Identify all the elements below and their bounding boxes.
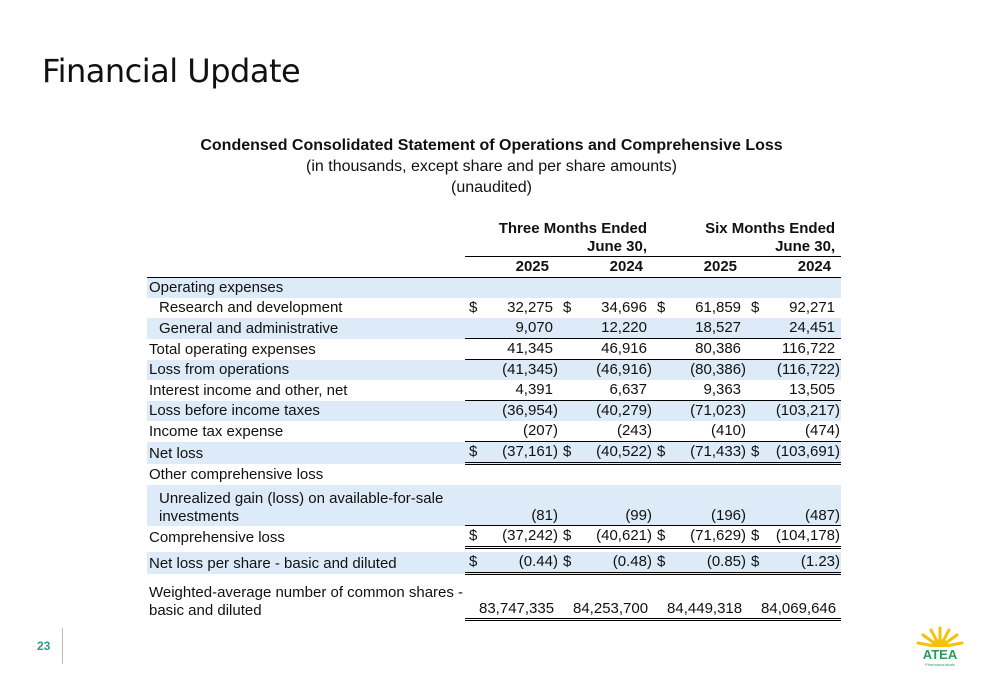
year-header: 2025 [465,257,559,278]
dollar-sign: $ [465,442,479,464]
dollar-sign: $ [747,526,761,548]
row-label: Net loss per share - basic and diluted [147,552,465,574]
value-cell: 41,345 [479,339,553,360]
value-cell: (37,242 [479,526,553,548]
value-cell: 12,220 [573,318,647,339]
value-cell: (41,345 [479,360,553,381]
table-row: Loss before income taxes (36,954 ) (40,279 ) (71,023 ) (103,217 ) [149,402,841,419]
row-label: Unrealized gain (loss) on available-for-sale investments [147,485,465,526]
value-cell: 32,275 [507,299,553,316]
sun-icon [912,625,968,669]
value-cell: (1.23 [761,552,835,574]
value-cell: (46,916 [573,360,647,381]
table-row [147,578,841,620]
dollar-sign: $ [751,299,760,316]
row-label: General and administrative [147,318,465,339]
year-header: 2024 [747,257,841,278]
row-label: Loss before income taxes [147,401,465,422]
year-header: 2024 [559,257,653,278]
value-cell: 46,916 [573,339,647,360]
year-header: 2025 [653,257,747,278]
value-cell: (487 [761,485,835,526]
dollar-sign: $ [559,526,573,548]
row-label: Operating expenses [147,278,841,299]
value-cell: (243 [573,421,647,442]
value-cell: 13,505 [761,380,835,401]
value-cell: (40,279 [573,401,647,422]
table-row [147,298,841,318]
table-row: Unrealized gain (loss) on available-for-sale investments (81 ) (99 ) (196 ) (487 ) [147,485,841,526]
financial-table [147,220,841,621]
value-cell: 84,449,318 [667,578,741,620]
value-cell: (80,386 [667,360,741,381]
row-label: Total operating expenses [149,340,316,358]
three-months-header: Three Months Ended [498,220,648,237]
dollar-sign: $ [559,552,573,574]
value-cell: (40,621 [573,526,647,548]
dollar-sign: $ [653,442,667,464]
value-cell: 116,722 [761,339,835,360]
six-months-header: Six Months Ended [705,220,836,237]
statement-subtitle: (in thousands, except share and per share amounts) [306,158,677,175]
value-cell: (0.44 [479,552,553,574]
page-number: 23 [37,639,51,653]
value-cell: 83,747,335 [479,578,553,620]
table-row: Loss from operations (41,345 ) (46,916 ) (80,386 ) (116,722 ) [149,361,841,378]
logo-subtext: Pharmaceuticals [925,662,955,667]
statement-note: (unaudited) [451,179,532,196]
row-label: Other comprehensive loss [149,466,324,483]
value-cell: 9,363 [667,380,741,401]
value-cell: (71,629 [667,526,741,548]
value-cell: 4,391 [479,380,553,401]
value-cell: 92,271 [789,299,836,316]
value-cell: 9,070 [479,318,553,339]
period-header-line2 [147,238,841,257]
value-cell: (99 [573,485,647,526]
value-cell: (103,691 [761,442,835,464]
row-label: Interest income and other, net [149,381,348,399]
value-cell: (410 [667,421,741,442]
value-cell: 6,637 [573,380,647,401]
value-cell: (0.85 [667,552,741,574]
table-row: Net loss $ (37,161 ) $ (40,522 ) $ (71,433 ) $ (103,691 ) [149,443,841,462]
dollar-sign: $ [469,299,478,316]
statement-title: Condensed Consolidated Statement of Operations and Comprehensive Loss [200,137,783,154]
dollar-sign: $ [653,552,667,574]
six-months-subheader: June 30, [653,238,841,257]
footer-divider [62,628,63,664]
dollar-sign: $ [563,299,572,316]
logo-text: ATEA [922,647,958,662]
table-row [147,380,841,401]
row-label: Comprehensive loss [149,528,285,546]
row-label: Net loss [147,442,465,464]
table-row: Net loss per share - basic and diluted $ (0.44 ) $ (0.48 ) $ (0.85 ) $ (1.23 ) [149,553,841,572]
value-cell: (104,178 [761,526,835,548]
value-cell: 61,859 [695,299,742,316]
table-row: Comprehensive loss $ (37,242 ) $ (40,621 ) $ (71,629 ) $ (104,178 ) [149,527,841,546]
value-cell: (103,217 [761,401,835,422]
value-cell: (37,161 [479,442,553,464]
dollar-sign: $ [657,299,666,316]
value-cell: (196 [667,485,741,526]
table-row [147,339,841,360]
atea-logo [912,625,968,669]
value-cell: 84,069,646 [761,578,835,620]
dollar-sign: $ [465,526,479,548]
value-cell: 24,451 [761,318,835,339]
value-cell: 84,253,700 [573,578,647,620]
value-cell: (0.48 [573,552,647,574]
dollar-sign: $ [465,552,479,574]
value-cell: (71,433 [667,442,741,464]
table-row [147,318,841,339]
value-cell: 34,696 [601,299,647,316]
row-label: Loss from operations [147,360,465,381]
table-row [147,278,841,299]
row-label: Income tax expense [149,422,284,440]
dollar-sign: $ [747,442,761,464]
period-header-line1 [147,220,841,238]
value-cell: (71,023 [667,401,741,422]
three-months-subheader: June 30, [465,238,653,257]
value-cell: (116,722 [761,360,835,381]
dollar-sign: $ [747,552,761,574]
value-cell: (81 [479,485,553,526]
value-cell: (207 [479,421,553,442]
value-cell: (474 [761,421,835,442]
row-label: Research and development [159,299,343,316]
value-cell: (36,954 [479,401,553,422]
value-cell: (40,522 [573,442,647,464]
table-row: Income tax expense (207 ) (243 ) (410 ) (474 ) [149,422,841,440]
year-header-row [147,257,841,278]
row-label: Weighted-average number of common shares - basic and diluted [149,583,464,619]
value-cell: 80,386 [667,339,741,360]
dollar-sign: $ [559,442,573,464]
slide-title: Financial Update [42,52,301,90]
value-cell: 18,527 [667,318,741,339]
dollar-sign: $ [653,526,667,548]
table-row [147,464,841,486]
